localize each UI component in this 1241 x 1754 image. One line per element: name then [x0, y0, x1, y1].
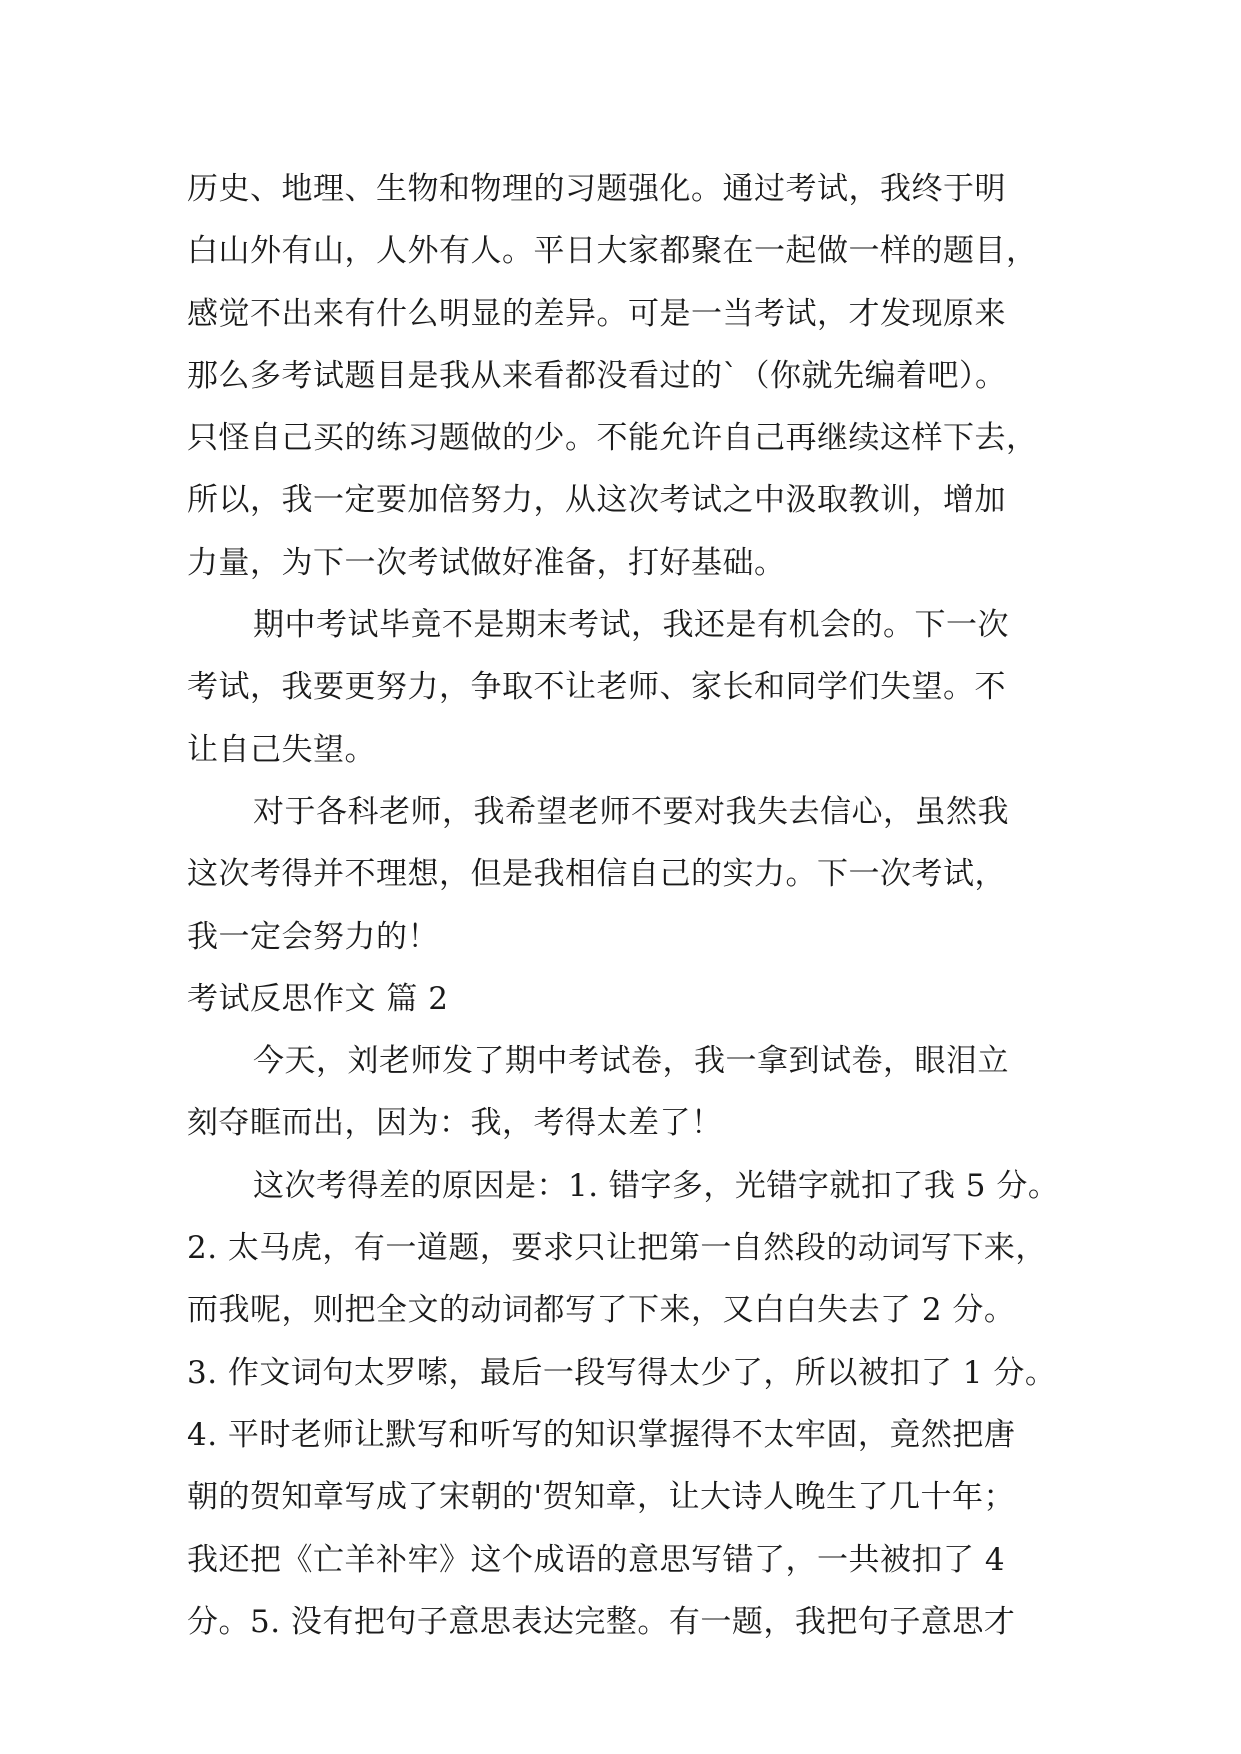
text-line: 我一定会努力的！ [187, 918, 439, 955]
paragraph-first-line: 对于各科老师，我希望老师不要对我失去信心，虽然我 [253, 793, 1009, 830]
text-line: 这次考得并不理想，但是我相信自己的实力。下一次考试， [187, 856, 1006, 893]
text-line: 感觉不出来有什么明显的差异。可是一当考试，才发现原来 [187, 295, 1006, 332]
text-line: 分。5. 没有把句子意思表达完整。有一题，我把句子意思才 [187, 1603, 1016, 1640]
text-line: 3. 作文词句太罗嗦，最后一段写得太少了，所以被扣了 1 分。 [187, 1354, 1057, 1391]
section-heading: 考试反思作文 篇 2 [187, 980, 449, 1017]
text-line: 刻夺眶而出，因为：我，考得太差了！ [187, 1105, 723, 1142]
paragraph-first-line: 这次考得差的原因是：1. 错字多，光错字就扣了我 5 分。 [253, 1167, 1060, 1204]
text-line: 那么多考试题目是我从来看都没看过的`（你就先编着吧）。 [187, 357, 1007, 394]
text-line: 朝的贺知章写成了宋朝的'贺知章，让大诗人晚生了几十年； [187, 1479, 1016, 1516]
text-line: 考试，我要更努力，争取不让老师、家长和同学们失望。不 [187, 669, 1006, 706]
text-line: 历史、地理、生物和物理的习题强化。通过考试，我终于明 [187, 171, 1006, 207]
text-line: 力量，为下一次考试做好准备，打好基础。 [187, 544, 786, 581]
text-line: 4. 平时老师让默写和听写的知识掌握得不太牢固，竟然把唐 [187, 1416, 1016, 1453]
text-line: 让自己失望。 [187, 731, 376, 768]
text-line: 而我呢，则把全文的动词都写了下来，又白白失去了 2 分。 [187, 1292, 1016, 1329]
text-line: 我还把《亡羊补牢》这个成语的意思写错了，一共被扣了 4 [187, 1541, 1006, 1578]
paragraph-first-line: 期中考试毕竟不是期末考试，我还是有机会的。下一次 [253, 607, 1009, 644]
text-line: 只怪自己买的练习题做的少。不能允许自己再继续这样下去， [187, 420, 1038, 457]
document-body [187, 158, 1067, 1653]
text-line: 2. 太马虎，有一道题，要求只让把第一自然段的动词写下来， [187, 1230, 1047, 1267]
text-line: 白山外有山，人外有人。平日大家都聚在一起做一样的题目， [187, 233, 1038, 270]
text-line: 所以，我一定要加倍努力，从这次考试之中汲取教训，增加 [187, 482, 1006, 519]
paragraph-first-line: 今天，刘老师发了期中考试卷，我一拿到试卷，眼泪立 [253, 1043, 1009, 1080]
